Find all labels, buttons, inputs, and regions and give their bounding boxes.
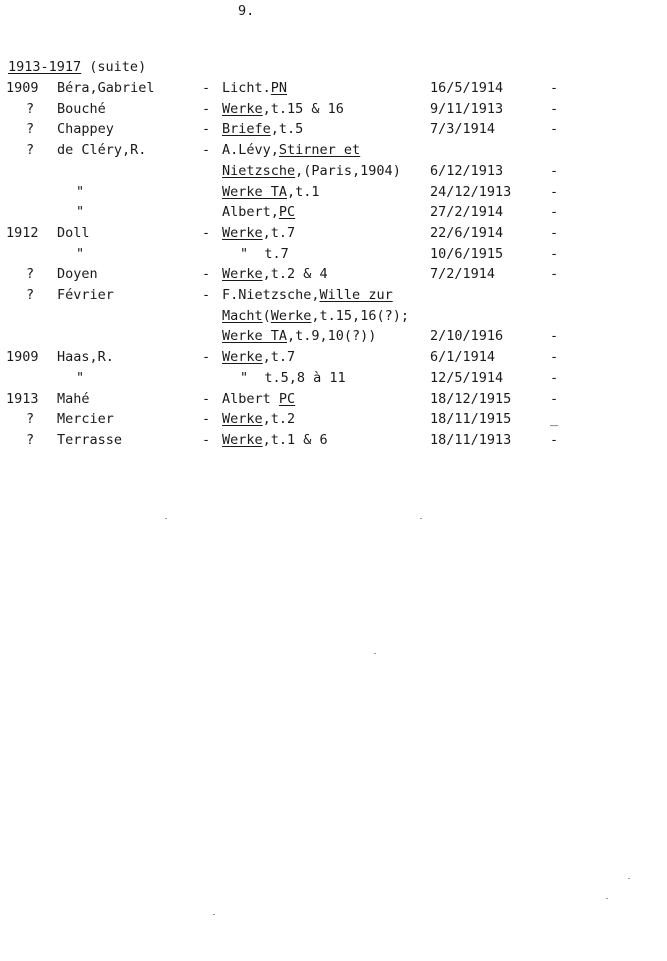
row-dash: - bbox=[202, 411, 211, 428]
title-segment: ,t.1 & 6 bbox=[262, 431, 328, 448]
register-row bbox=[0, 349, 667, 369]
row-title bbox=[222, 184, 320, 200]
row-end-mark: - bbox=[550, 183, 559, 200]
register-row bbox=[0, 370, 667, 390]
row-name: " bbox=[76, 245, 85, 262]
row-name: Doll bbox=[57, 224, 90, 241]
row-title bbox=[222, 349, 295, 365]
register-row bbox=[0, 204, 667, 224]
underlined-title-segment: Werke bbox=[222, 224, 263, 241]
row-name: Bouché bbox=[57, 100, 106, 117]
title-segment: ,t.2 & 4 bbox=[262, 266, 328, 283]
row-date: 24/12/1913 bbox=[430, 183, 512, 200]
row-date: 10/6/1915 bbox=[430, 245, 504, 262]
row-year: 1913 bbox=[6, 390, 39, 407]
row-name: Mercier bbox=[57, 411, 114, 428]
row-year: ? bbox=[26, 266, 35, 283]
row-title bbox=[222, 287, 393, 303]
title-segment: Licht. bbox=[222, 80, 271, 96]
row-name: Février bbox=[57, 287, 114, 303]
title-segment: ,t.7 bbox=[262, 224, 296, 241]
row-name: Chappey bbox=[57, 121, 114, 138]
title-segment: ,t.15,16(?); bbox=[311, 307, 409, 324]
row-title bbox=[222, 80, 287, 96]
page-number: 9. bbox=[238, 3, 255, 19]
row-name: " bbox=[76, 204, 85, 221]
register-row bbox=[0, 266, 667, 286]
row-dash: - bbox=[202, 390, 211, 407]
title-segment: ,t.15 & 16 bbox=[262, 100, 344, 117]
underlined-title-segment: PC bbox=[278, 390, 296, 407]
row-dash: - bbox=[202, 80, 211, 96]
row-name: Béra,Gabriel bbox=[57, 80, 155, 96]
row-title bbox=[240, 370, 346, 386]
section-heading bbox=[8, 59, 146, 75]
row-year: ? bbox=[26, 121, 35, 138]
row-date: 2/10/1916 bbox=[430, 328, 504, 345]
underlined-title-segment: Wille zur bbox=[319, 287, 393, 303]
row-title bbox=[222, 432, 328, 448]
heading-range: 1913-1917 bbox=[8, 59, 82, 75]
row-date: 9/11/1913 bbox=[430, 100, 504, 117]
underlined-title-segment: Werke bbox=[222, 266, 263, 283]
underlined-title-segment: PN bbox=[270, 80, 288, 96]
row-dash: - bbox=[202, 224, 211, 241]
row-end-mark: - bbox=[550, 390, 559, 407]
row-name: Haas,R. bbox=[57, 349, 114, 366]
underlined-title-segment: Werke bbox=[222, 431, 263, 448]
row-dash: - bbox=[202, 287, 211, 303]
row-title bbox=[222, 204, 295, 220]
heading-suffix: (suite) bbox=[89, 59, 147, 75]
row-title bbox=[222, 101, 344, 117]
row-name: " bbox=[76, 183, 85, 200]
row-end-mark: - bbox=[550, 100, 559, 117]
row-end-mark: - bbox=[550, 369, 559, 386]
row-end-mark: - bbox=[550, 80, 559, 96]
row-dash: - bbox=[202, 142, 211, 159]
underlined-title-segment: Werke bbox=[222, 349, 263, 366]
register-row bbox=[0, 308, 667, 328]
register-row bbox=[0, 121, 667, 141]
row-end-mark: - bbox=[550, 204, 559, 221]
row-title bbox=[222, 121, 303, 137]
row-year: ? bbox=[26, 411, 35, 428]
row-end-mark: - bbox=[550, 162, 559, 179]
register-row bbox=[0, 287, 667, 307]
row-title bbox=[222, 308, 409, 324]
title-segment: " t.5,8 à 11 bbox=[240, 369, 346, 386]
title-segment: ,t.5 bbox=[270, 121, 304, 138]
row-name: " bbox=[76, 369, 85, 386]
row-name: de Cléry,R. bbox=[57, 142, 147, 159]
underlined-title-segment: Werke TA bbox=[222, 183, 288, 200]
scan-speck bbox=[165, 518, 167, 519]
underlined-title-segment: Nietzsche bbox=[222, 162, 296, 179]
underlined-title-segment: Macht bbox=[222, 307, 263, 324]
register-row bbox=[0, 246, 667, 266]
row-title bbox=[222, 391, 295, 407]
row-dash: - bbox=[202, 100, 211, 117]
row-name: Terrasse bbox=[57, 431, 123, 448]
title-segment: ,(Paris,1904) bbox=[295, 162, 401, 179]
row-dash: - bbox=[202, 431, 211, 448]
row-title bbox=[240, 246, 289, 262]
row-year: 1912 bbox=[6, 224, 39, 241]
row-title bbox=[222, 142, 360, 158]
row-name: Mahé bbox=[57, 390, 90, 407]
register-row bbox=[0, 328, 667, 348]
title-segment: F.Nietzsche, bbox=[222, 287, 320, 303]
row-dash: - bbox=[202, 349, 211, 366]
row-year: 1909 bbox=[6, 80, 39, 96]
scan-speck bbox=[374, 653, 376, 654]
scan-speck bbox=[420, 518, 422, 519]
row-end-mark: - bbox=[550, 224, 559, 241]
row-year: ? bbox=[26, 142, 35, 159]
row-title bbox=[222, 163, 401, 179]
title-segment: ,t.1 bbox=[287, 183, 320, 200]
title-segment: Albert bbox=[222, 390, 279, 407]
row-date: 7/3/1914 bbox=[430, 121, 496, 138]
title-segment: ,t.9,10(?)) bbox=[287, 328, 377, 345]
title-segment: A.Lévy, bbox=[222, 142, 279, 159]
row-end-mark: - bbox=[550, 266, 559, 283]
row-title bbox=[222, 328, 376, 344]
underlined-title-segment: Stirner et bbox=[278, 142, 361, 159]
register-row bbox=[0, 163, 667, 183]
row-year: 1909 bbox=[6, 349, 39, 366]
row-date: 12/5/1914 bbox=[430, 369, 504, 386]
title-segment: Albert, bbox=[222, 204, 279, 221]
row-date: 7/2/1914 bbox=[430, 266, 496, 283]
row-dash: - bbox=[202, 266, 211, 283]
row-date: 6/1/1914 bbox=[430, 349, 496, 366]
register-row bbox=[0, 142, 667, 162]
title-segment: ,t.2 bbox=[262, 411, 296, 428]
underlined-title-segment: Werke bbox=[270, 307, 312, 324]
row-name: Doyen bbox=[57, 266, 98, 283]
row-date: 16/5/1914 bbox=[430, 80, 504, 96]
scan-speck bbox=[213, 914, 215, 915]
row-end-mark: _ bbox=[550, 411, 559, 428]
register-row bbox=[0, 225, 667, 245]
row-title bbox=[222, 411, 295, 427]
row-title bbox=[222, 266, 328, 282]
row-date: 6/12/1913 bbox=[430, 162, 504, 179]
register-row bbox=[0, 411, 667, 431]
row-date: 18/11/1913 bbox=[430, 431, 512, 448]
underlined-title-segment: Werke bbox=[222, 100, 263, 117]
row-end-mark: - bbox=[550, 431, 559, 448]
scan-speck bbox=[628, 878, 630, 879]
row-date: 18/11/1915 bbox=[430, 411, 512, 428]
row-date: 22/6/1914 bbox=[430, 224, 504, 241]
row-date: 27/2/1914 bbox=[430, 204, 504, 221]
row-end-mark: - bbox=[550, 245, 559, 262]
title-segment: ,t.7 bbox=[262, 349, 296, 366]
row-end-mark: - bbox=[550, 121, 559, 138]
row-year: ? bbox=[26, 100, 35, 117]
register-row bbox=[0, 184, 667, 204]
register-row bbox=[0, 432, 667, 452]
register-row bbox=[0, 80, 667, 100]
row-year: ? bbox=[26, 431, 35, 448]
underlined-title-segment: Werke TA bbox=[222, 328, 288, 345]
register-row bbox=[0, 101, 667, 121]
register-row bbox=[0, 391, 667, 411]
title-segment: ( bbox=[262, 307, 271, 324]
row-end-mark: - bbox=[550, 328, 559, 345]
row-title bbox=[222, 225, 295, 241]
row-year: ? bbox=[26, 287, 35, 303]
title-segment: " t.7 bbox=[240, 245, 289, 262]
underlined-title-segment: Werke bbox=[222, 411, 263, 428]
underlined-title-segment: Briefe bbox=[222, 121, 271, 138]
row-end-mark: - bbox=[550, 349, 559, 366]
row-date: 18/12/1915 bbox=[430, 390, 512, 407]
scan-speck bbox=[606, 898, 608, 899]
underlined-title-segment: PC bbox=[278, 204, 296, 221]
row-dash: - bbox=[202, 121, 211, 138]
